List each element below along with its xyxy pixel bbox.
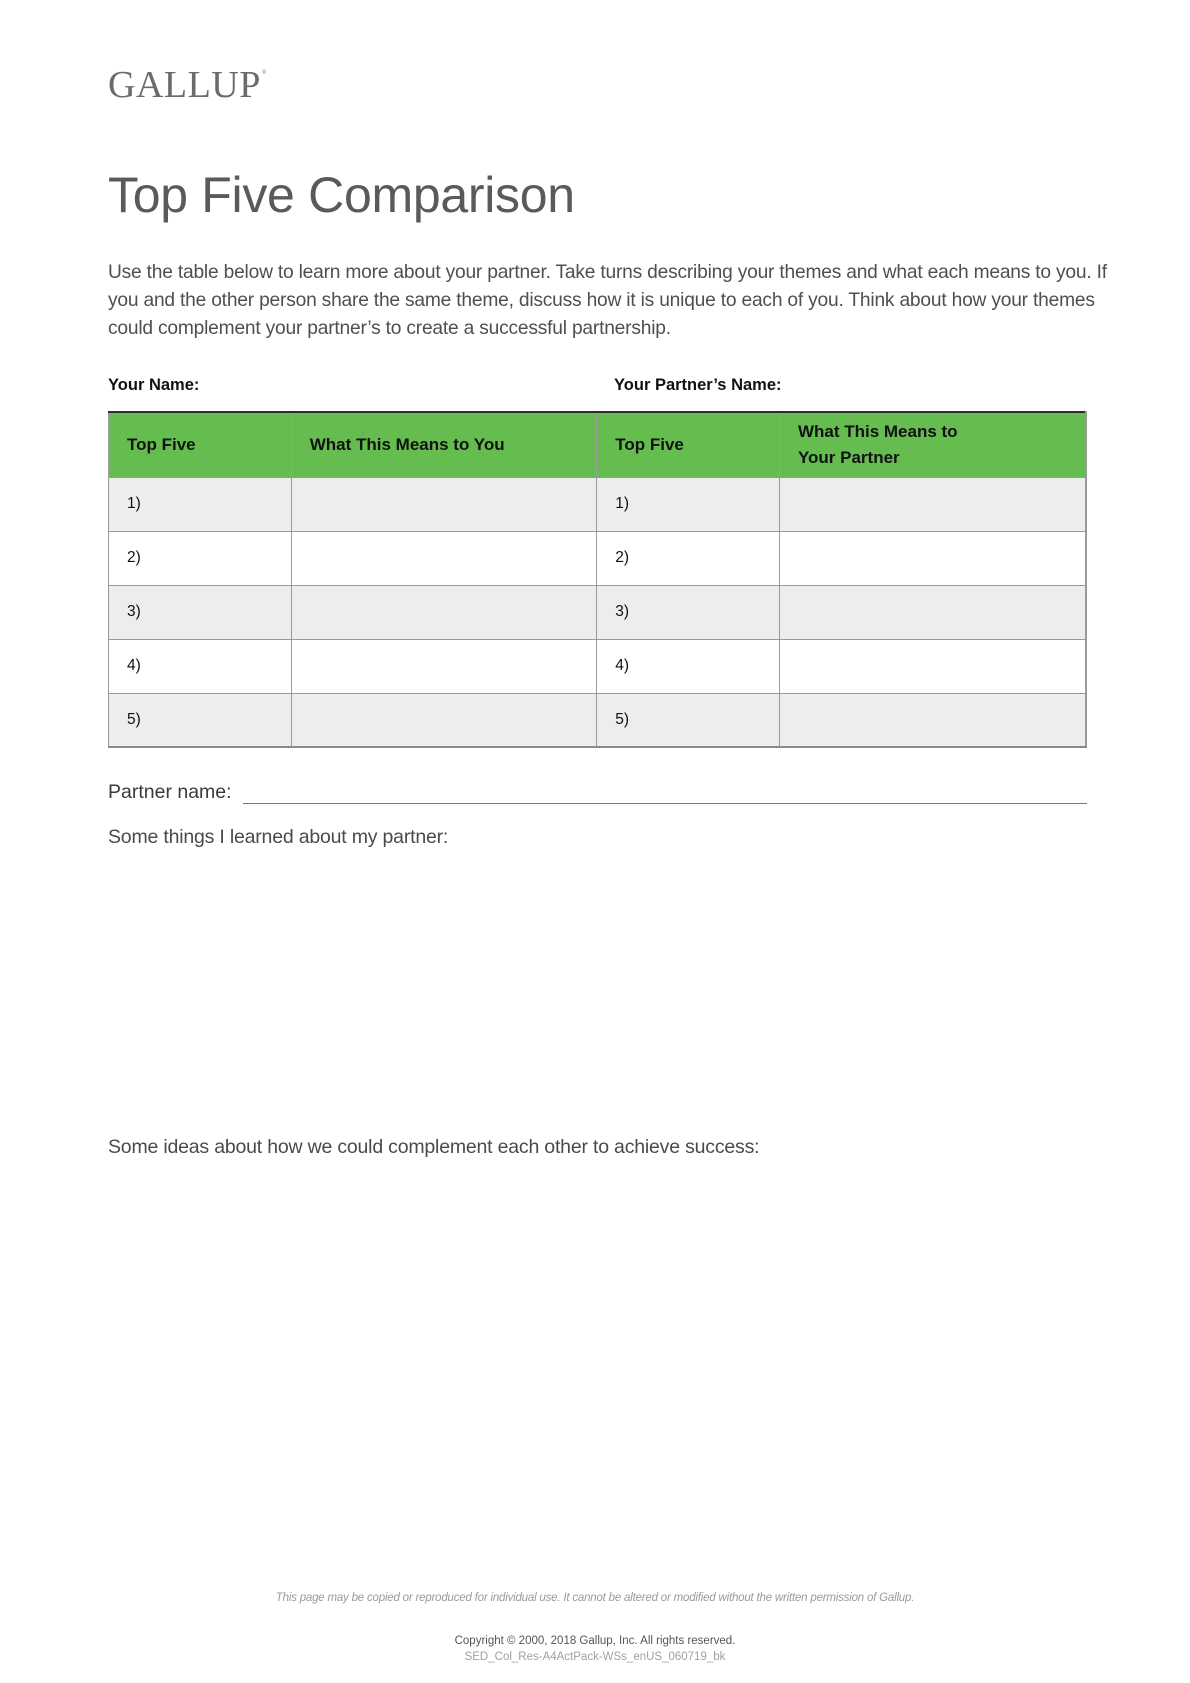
learned-prompt: Some things I learned about my partner: [108, 826, 449, 848]
your-meaning-cell[interactable] [291, 639, 597, 693]
partner-rank-cell[interactable]: 2) [597, 531, 780, 585]
partner-meaning-cell[interactable] [779, 639, 1086, 693]
header-what-this-means-to-partner [779, 412, 1086, 477]
ideas-prompt: Some ideas about how we could complement each other to achieve success: [108, 1136, 760, 1158]
partner-name-label: Your Partner’s Name: [614, 376, 782, 394]
your-rank-cell[interactable]: 1) [109, 477, 292, 531]
partner-rank-cell[interactable]: 3) [597, 585, 780, 639]
table-row [109, 531, 1087, 585]
header-what-this-means-to-you: What This Means to You [291, 412, 597, 477]
table-row [109, 693, 1087, 747]
table-row [109, 585, 1087, 639]
partner-meaning-cell[interactable] [779, 531, 1086, 585]
table-header-row [109, 412, 1087, 477]
gallup-logo [108, 66, 267, 104]
reproduction-notice: This page may be copied or reproduced for individual use. It cannot be altered or modified without the written permission of Gallup. [275, 1592, 915, 1604]
logo-text: GALLUP [108, 64, 261, 106]
page-title: Top Five Comparison [108, 167, 575, 223]
partner-rank-cell[interactable]: 1) [597, 477, 780, 531]
copyright-text: Copyright © 2000, 2018 Gallup, Inc. All rights reserved. [454, 1635, 736, 1647]
your-rank-cell[interactable]: 4) [109, 639, 292, 693]
table-row [109, 639, 1087, 693]
ideas-writing-area[interactable] [108, 1170, 1087, 1570]
your-meaning-cell[interactable] [291, 693, 597, 747]
partner-rank-cell[interactable]: 5) [597, 693, 780, 747]
your-rank-cell[interactable]: 3) [109, 585, 292, 639]
header-partner-line2: Your Partner [797, 447, 900, 467]
your-name-label: Your Name: [108, 376, 200, 394]
partner-meaning-cell[interactable] [779, 693, 1086, 747]
intro-paragraph: Use the table below to learn more about your partner. Take turns describing your themes and what each means to you. If you and the other person share the same theme, discuss how it is unique to each of you. Think about how your themes could complement your partner’s to create a successful partnership. [108, 262, 1107, 339]
header-your-top-five: Top Five [109, 412, 292, 477]
learned-writing-area[interactable] [108, 860, 1087, 1120]
partner-rank-cell[interactable]: 4) [597, 639, 780, 693]
top-five-table [108, 411, 1087, 748]
registered-mark: ® [261, 70, 267, 76]
your-rank-cell[interactable]: 2) [109, 531, 292, 585]
table-row [109, 477, 1087, 531]
partner-name-line-field[interactable] [243, 783, 1087, 804]
your-rank-cell[interactable]: 5) [109, 693, 292, 747]
copyright-block [0, 1633, 1190, 1665]
partner-name-row [108, 781, 1087, 804]
your-meaning-cell[interactable] [291, 477, 597, 531]
header-partner-top-five: Top Five [597, 412, 780, 477]
partner-name-field-label: Partner name: [108, 781, 232, 803]
partner-meaning-cell[interactable] [779, 477, 1086, 531]
your-meaning-cell[interactable] [291, 585, 597, 639]
header-partner-line1: What This Means to [797, 421, 958, 441]
document-code: SED_Col_Res-A4ActPack-WSs_enUS_060719_bk [464, 1651, 726, 1663]
your-meaning-cell[interactable] [291, 531, 597, 585]
partner-meaning-cell[interactable] [779, 585, 1086, 639]
